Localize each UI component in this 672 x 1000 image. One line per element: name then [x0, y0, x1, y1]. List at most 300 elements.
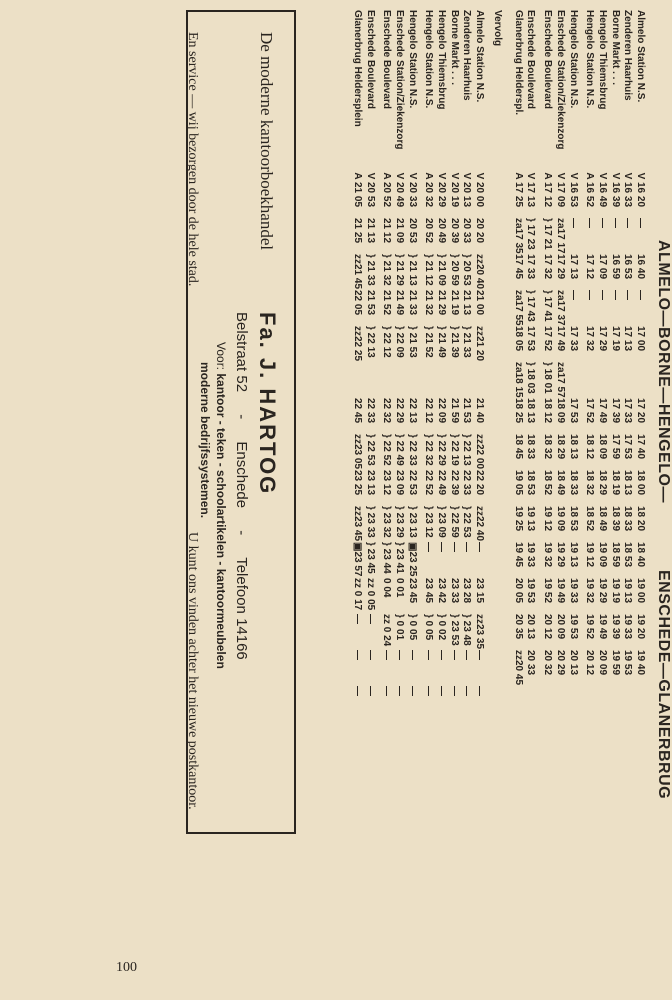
- departure-time: —: [381, 650, 393, 660]
- arrival-departure-mark: V: [609, 172, 621, 180]
- departure-time: [363, 362, 376, 398]
- departure-time: 18 33: [567, 470, 579, 496]
- departure-time: 20 19: [448, 182, 460, 208]
- departure-time: 20 32: [542, 650, 554, 676]
- departure-time: zz23 05: [351, 434, 363, 470]
- departure-time: 19 09: [554, 506, 566, 532]
- departure-time: —: [448, 542, 460, 552]
- departure-time: 18 39: [609, 506, 621, 532]
- departure-time: 20 00: [474, 182, 486, 208]
- departure-time: } 17 23: [525, 218, 537, 250]
- departure-time: —: [364, 614, 376, 624]
- departure-time: 17 09: [596, 254, 608, 280]
- station-name: Enschede Station/Ziekenzorg: [394, 10, 405, 150]
- timetable-row: [583, 10, 596, 960]
- departure-time: } 22 53: [461, 506, 473, 538]
- departure-time: 16 33: [622, 182, 634, 208]
- departure-time: —: [423, 542, 435, 552]
- departure-time: } 23 33: [364, 506, 376, 538]
- ad-city: Enschede: [233, 441, 250, 509]
- station-name: Enschede Boulevard: [381, 10, 393, 109]
- departure-time: zz 0 17: [351, 578, 363, 611]
- departure-time: } 0 05: [406, 614, 418, 641]
- departure-time: 20 13: [567, 650, 579, 676]
- departure-time: 17 49: [596, 398, 608, 424]
- ad-products-list: kantoor - teken - schoolartikelen - kantoormeubelen: [214, 373, 228, 669]
- ad-street: Belstraat 52: [233, 312, 250, 393]
- departure-time: [380, 362, 393, 398]
- departure-time: 17 53: [525, 326, 537, 352]
- timetable-row: [524, 10, 537, 960]
- departure-time: } 0 02: [436, 614, 448, 641]
- departure-time: 18 20: [635, 506, 646, 532]
- departure-time: 22 09: [436, 398, 448, 424]
- departure-time: } 21 52: [423, 326, 435, 358]
- departure-time: 17 12: [584, 254, 596, 280]
- departure-time: 17 13: [622, 326, 634, 352]
- timetable-row: [621, 10, 634, 960]
- departure-time: } 22 29: [436, 434, 448, 466]
- departure-time: 18 12: [584, 434, 596, 460]
- timetable-row: [447, 10, 460, 960]
- departure-time: 21 00: [474, 290, 486, 316]
- departure-time: —: [474, 686, 486, 696]
- departure-time: 18 49: [554, 470, 566, 496]
- departure-time: } 23 32: [381, 506, 393, 538]
- departure-time: 19 13: [622, 578, 634, 604]
- departure-time: za17 35: [512, 218, 524, 254]
- departure-time: 18 09: [554, 398, 566, 424]
- departure-time: —: [461, 542, 473, 552]
- departure-time: 20 53: [406, 218, 418, 244]
- departure-time: } 0 05: [423, 614, 435, 641]
- departure-time: 16 40: [635, 254, 646, 280]
- departure-time: } 18 03: [525, 362, 537, 394]
- departure-time: 18 53: [622, 542, 634, 568]
- route-heading-left: ALMELO—BORNE—HENGELO—: [655, 240, 672, 503]
- departure-time: } 20 53: [461, 254, 473, 286]
- ad-firm-name: Fa. J. HARTOG: [255, 312, 280, 496]
- departure-time: 23 09: [394, 470, 405, 496]
- departure-time: 23 25: [351, 470, 363, 496]
- departure-time: 19 49: [554, 578, 566, 604]
- departure-time: 18 29: [596, 470, 608, 496]
- departure-time: [447, 362, 460, 398]
- departure-time: —: [609, 218, 621, 228]
- departure-time: } 22 12: [381, 326, 393, 358]
- timetable-row: [422, 10, 435, 960]
- departure-time: } 21 29: [394, 254, 405, 286]
- departure-time: 0 04: [381, 578, 393, 598]
- departure-time: 0 01: [394, 578, 405, 598]
- timetable-row: [405, 10, 418, 960]
- departure-time: 19 19: [609, 578, 621, 604]
- departure-time: 17 45: [512, 254, 524, 280]
- arrival-departure-mark: A: [381, 172, 393, 180]
- timetable-row: [511, 10, 524, 960]
- departure-time: zz20 40: [474, 254, 486, 290]
- departure-time: 17 25: [512, 182, 524, 208]
- departure-time: 22 32: [381, 398, 393, 424]
- departure-time: } 22 59: [448, 506, 460, 538]
- departure-time: —: [436, 542, 448, 552]
- timetable-row: [633, 10, 646, 960]
- departure-time: 22 29: [394, 398, 405, 424]
- departure-time: } 21 09: [436, 254, 448, 286]
- arrival-departure-mark: V: [567, 172, 579, 180]
- departure-time: 19 25: [512, 506, 524, 532]
- departure-time: 16 39: [609, 182, 621, 208]
- departure-time: 17 32: [542, 254, 554, 280]
- departure-time: } 23 48: [461, 614, 473, 646]
- departure-time: } 21 53: [406, 326, 418, 358]
- arrival-departure-mark: A: [351, 172, 363, 180]
- departure-time: 19 20: [635, 614, 646, 640]
- ad-products: [214, 342, 228, 669]
- departure-time: } 22 52: [381, 434, 393, 466]
- departure-time: 20 49: [394, 182, 405, 208]
- departure-time: 21 59: [448, 398, 460, 424]
- departure-time: za17 57: [554, 362, 566, 398]
- departure-time: } 21 13: [406, 254, 418, 286]
- station-name: Zenderen Haarhuis: [622, 10, 634, 101]
- departure-time: 19 49: [596, 614, 608, 640]
- departure-time: 20 52: [423, 218, 435, 244]
- departure-time: 19 32: [542, 542, 554, 568]
- departure-time: 18 13: [567, 434, 579, 460]
- departure-time: —: [448, 686, 460, 696]
- departure-time: 20 33: [461, 218, 473, 244]
- departure-time: —: [394, 650, 405, 660]
- departure-time: 19 45: [512, 542, 524, 568]
- departure-time: 19 52: [584, 614, 596, 640]
- departure-time: zz 0 05: [364, 578, 376, 611]
- timetable-row: [434, 10, 447, 960]
- station-name: Zenderen Haarhuis: [461, 10, 473, 101]
- departure-time: zz20 45: [512, 650, 524, 686]
- departure-time: } 23 41: [394, 542, 405, 574]
- departure-time: 19 33: [525, 542, 537, 568]
- station-name: Hengelo Station N.S.: [584, 10, 596, 109]
- arrival-departure-mark: V: [596, 172, 608, 180]
- departure-time: —: [406, 686, 418, 696]
- departure-time: 19 12: [542, 506, 554, 532]
- departure-time: 19 13: [567, 542, 579, 568]
- departure-time: [405, 362, 418, 398]
- departure-time: 21 53: [364, 290, 376, 316]
- departure-time: —: [622, 290, 634, 300]
- departure-time: 16 59: [609, 254, 621, 280]
- departure-time: 20 09: [596, 650, 608, 676]
- departure-time: [472, 362, 485, 398]
- departure-time: 18 32: [542, 434, 554, 460]
- departure-time: —: [394, 686, 405, 696]
- ad-phone: Telefoon 14166: [233, 557, 250, 660]
- departure-time: 20 09: [554, 614, 566, 640]
- departure-time: —: [436, 686, 448, 696]
- departure-time: —: [351, 686, 363, 696]
- departure-time: 17 53: [567, 398, 579, 424]
- departure-time: —: [406, 650, 418, 660]
- departure-time: 19 59: [609, 650, 621, 676]
- departure-time: } 21 33: [461, 326, 473, 358]
- departure-time: 22 39: [448, 470, 460, 496]
- departure-time: 17 32: [584, 326, 596, 352]
- arrival-departure-mark: V: [406, 172, 418, 180]
- departure-time: —: [423, 686, 435, 696]
- departure-time: 19 09: [596, 542, 608, 568]
- departure-time: } 21 39: [448, 326, 460, 358]
- departure-time: } 22 49: [394, 434, 405, 466]
- departure-time: 18 32: [584, 470, 596, 496]
- departure-time: 17 33: [525, 254, 537, 280]
- arrival-departure-mark: A: [542, 172, 554, 180]
- timetable-row: [595, 10, 608, 960]
- departure-time: 18 59: [609, 542, 621, 568]
- departure-time: 18 05: [512, 326, 524, 352]
- departure-time: 18 53: [525, 470, 537, 496]
- departure-time: zz21 20: [474, 326, 486, 362]
- timetable-row: [460, 10, 473, 960]
- departure-time: 23 12: [381, 470, 393, 496]
- departure-time: 18 09: [596, 434, 608, 460]
- departure-time: 23 28: [461, 578, 473, 604]
- departure-time: 18 40: [635, 542, 646, 568]
- departure-time: 18 52: [542, 470, 554, 496]
- departure-time: 18 13: [622, 470, 634, 496]
- departure-time: 21 05: [351, 182, 363, 208]
- departure-time: 16 53: [567, 182, 579, 208]
- station-name: Enschede Boulevard: [364, 10, 376, 109]
- station-name: Almelo Station N.S.: [635, 10, 646, 103]
- departure-time: —: [584, 218, 596, 228]
- departure-time: [621, 362, 634, 398]
- departure-time: —: [622, 218, 634, 228]
- departure-time: 21 12: [381, 218, 393, 244]
- departure-time: 20 49: [436, 218, 448, 244]
- departure-time: 22 45: [351, 398, 363, 424]
- departure-time: [460, 362, 473, 398]
- departure-time: 21 49: [394, 290, 405, 316]
- departure-time: } 23 29: [394, 506, 405, 538]
- station-name: Hengelo Station N.S.: [423, 10, 435, 109]
- departure-time: 22 20: [474, 470, 486, 496]
- departure-time: 19 13: [525, 506, 537, 532]
- departure-time: 23 15: [474, 578, 486, 604]
- departure-time: 20 20: [474, 218, 486, 244]
- departure-time: } 20 59: [448, 254, 460, 286]
- departure-time: 23 45: [406, 578, 418, 604]
- departure-time: 17 53: [622, 434, 634, 460]
- ad-address: Belstraat 52 - Enschede - Telefoon 14166: [233, 312, 250, 660]
- departure-time: 17 13: [525, 182, 537, 208]
- departure-time: 22 49: [436, 470, 448, 496]
- timetable-part-1: [511, 10, 646, 960]
- departure-time: —: [364, 650, 376, 660]
- station-name: Enschede Station/Ziekenzorg: [554, 10, 566, 150]
- rotated-page-content: [80, 10, 672, 960]
- departure-time: } 21 49: [436, 326, 448, 358]
- departure-time: 20 35: [512, 614, 524, 640]
- arrival-departure-mark: V: [448, 172, 460, 180]
- departure-time: 21 52: [381, 290, 393, 316]
- departure-time: 17 52: [542, 326, 554, 352]
- station-name: Borne Markt . . .: [448, 10, 460, 86]
- departure-time: —: [351, 650, 363, 660]
- departure-time: 20 32: [423, 182, 435, 208]
- timetable-row: [472, 10, 485, 960]
- departure-time: —: [474, 542, 486, 552]
- departure-time: 17 12: [542, 182, 554, 208]
- departure-time: 18 52: [584, 506, 596, 532]
- station-name: Almelo Station N.S.: [474, 10, 486, 103]
- departure-time: —: [584, 290, 596, 300]
- departure-time: —: [596, 218, 608, 228]
- arrival-departure-mark: V: [394, 172, 405, 180]
- departure-time: 23 13: [364, 470, 376, 496]
- departure-time: —: [461, 686, 473, 696]
- departure-time: [392, 362, 405, 398]
- departure-time: 20 13: [525, 614, 537, 640]
- route-heading-right: ENSCHEDE—GLANERBRUG: [655, 570, 672, 800]
- departure-time: 21 25: [351, 218, 363, 244]
- departure-time: } 21 32: [381, 254, 393, 286]
- departure-time: 21 40: [474, 398, 486, 424]
- departure-time: 18 33: [622, 506, 634, 532]
- departure-time: 19 52: [542, 578, 554, 604]
- departure-time: 19 53: [622, 650, 634, 676]
- departure-time: 21 32: [423, 290, 435, 316]
- station-name: Hengelo Station N.S.: [406, 10, 418, 109]
- departure-time: 22 13: [406, 398, 418, 424]
- departure-time: 22 53: [406, 470, 418, 496]
- page-number: 100: [116, 960, 137, 975]
- station-name: Glanerbrug Heldersplein: [351, 10, 363, 127]
- departure-time: 17 39: [609, 398, 621, 424]
- arrival-departure-mark: V: [525, 172, 537, 180]
- timetable-row: [566, 10, 579, 960]
- departure-time: —: [567, 290, 579, 300]
- departure-time: 17 13: [567, 254, 579, 280]
- departure-time: 18 12: [542, 398, 554, 424]
- departure-time: 18 53: [567, 506, 579, 532]
- departure-time: —: [609, 290, 621, 300]
- departure-time: —: [364, 686, 376, 696]
- timetable-row: [363, 10, 376, 960]
- departure-time: 21 29: [436, 290, 448, 316]
- departure-time: zz21 45: [351, 254, 363, 290]
- departure-time: 20 33: [525, 650, 537, 676]
- departure-time: 20 52: [381, 182, 393, 208]
- departure-time: zz22 00: [474, 434, 486, 470]
- departure-time: [422, 362, 435, 398]
- departure-time: } 22 13: [364, 326, 376, 358]
- departure-time: 19 32: [584, 578, 596, 604]
- departure-time: } 22 53: [364, 434, 376, 466]
- departure-time: 18 25: [512, 398, 524, 424]
- arrival-departure-mark: V: [622, 172, 634, 180]
- departure-time: } 23 12: [423, 506, 435, 538]
- arrival-departure-mark: A: [423, 172, 435, 180]
- departure-time: 23 45: [423, 578, 435, 604]
- departure-time: 23 33: [448, 578, 460, 604]
- departure-time: —: [474, 650, 486, 660]
- arrival-departure-mark: V: [461, 172, 473, 180]
- departure-time: } 21 12: [423, 254, 435, 286]
- departure-time: [608, 362, 621, 398]
- departure-time: 22 12: [423, 398, 435, 424]
- departure-time: 19 53: [567, 614, 579, 640]
- departure-time: zz23 35: [474, 614, 486, 650]
- ad-products-2: moderne bedrijfssystemen.: [198, 362, 212, 519]
- departure-time: —: [423, 650, 435, 660]
- advertisement: [186, 10, 296, 834]
- station-name: Borne Markt . . .: [609, 10, 621, 86]
- departure-time: 18 49: [596, 506, 608, 532]
- departure-time: za18 15: [512, 362, 524, 398]
- departure-time: —: [381, 686, 393, 696]
- departure-time: 21 13: [364, 218, 376, 244]
- departure-time: za17 55: [512, 290, 524, 326]
- arrival-departure-mark: A: [584, 172, 596, 180]
- departure-time: —: [351, 614, 363, 624]
- station-name: Hengelo Station N.S.: [567, 10, 579, 109]
- departure-time: 18 13: [525, 398, 537, 424]
- departure-time: zz22 40: [474, 506, 486, 542]
- departure-time: 20 29: [554, 650, 566, 676]
- departure-time: 17 33: [622, 398, 634, 424]
- departure-time: 18 19: [609, 470, 621, 496]
- timetable-row: [608, 10, 621, 960]
- departure-time: 16 49: [596, 182, 608, 208]
- departure-time: } 17 43: [525, 290, 537, 322]
- station-name: Enschede Boulevard: [542, 10, 554, 109]
- departure-time: } 23 13: [406, 506, 418, 538]
- departure-time: } 17 41: [542, 290, 554, 322]
- departure-time: [566, 362, 579, 398]
- departure-time: 22 33: [461, 470, 473, 496]
- departure-time: } 18 01: [542, 362, 554, 394]
- timetable-row: [541, 10, 554, 960]
- departure-time: 20 33: [406, 182, 418, 208]
- departure-time: } 22 32: [423, 434, 435, 466]
- departure-time: } 22 13: [461, 434, 473, 466]
- departure-time: 16 53: [622, 254, 634, 280]
- departure-time: 23 42: [436, 578, 448, 604]
- departure-time: } 23 45: [364, 542, 376, 574]
- departure-time: } 22 33: [406, 434, 418, 466]
- departure-time: —: [448, 650, 460, 660]
- station-name: Enschede Boulevard: [525, 10, 537, 109]
- departure-time: 17 49: [554, 326, 566, 352]
- departure-time: 19 05: [512, 470, 524, 496]
- departure-time: 22 05: [351, 290, 363, 316]
- departure-time: ▣23 57: [351, 542, 363, 577]
- departure-time: } 21 33: [364, 254, 376, 286]
- departure-time: 21 09: [394, 218, 405, 244]
- departure-time: —: [461, 650, 473, 660]
- arrival-departure-mark: A: [512, 172, 524, 180]
- departure-time: zz23 45: [351, 506, 363, 542]
- departure-time: [595, 362, 608, 398]
- departure-time: 17 33: [567, 326, 579, 352]
- departure-time: 17 40: [635, 434, 646, 460]
- departure-time: 19 40: [635, 650, 646, 676]
- departure-time: 20 53: [364, 182, 376, 208]
- route-heading: [648, 10, 672, 960]
- station-name: Hengelo Thiemsbrug: [436, 10, 448, 110]
- departure-time: 20 39: [448, 218, 460, 244]
